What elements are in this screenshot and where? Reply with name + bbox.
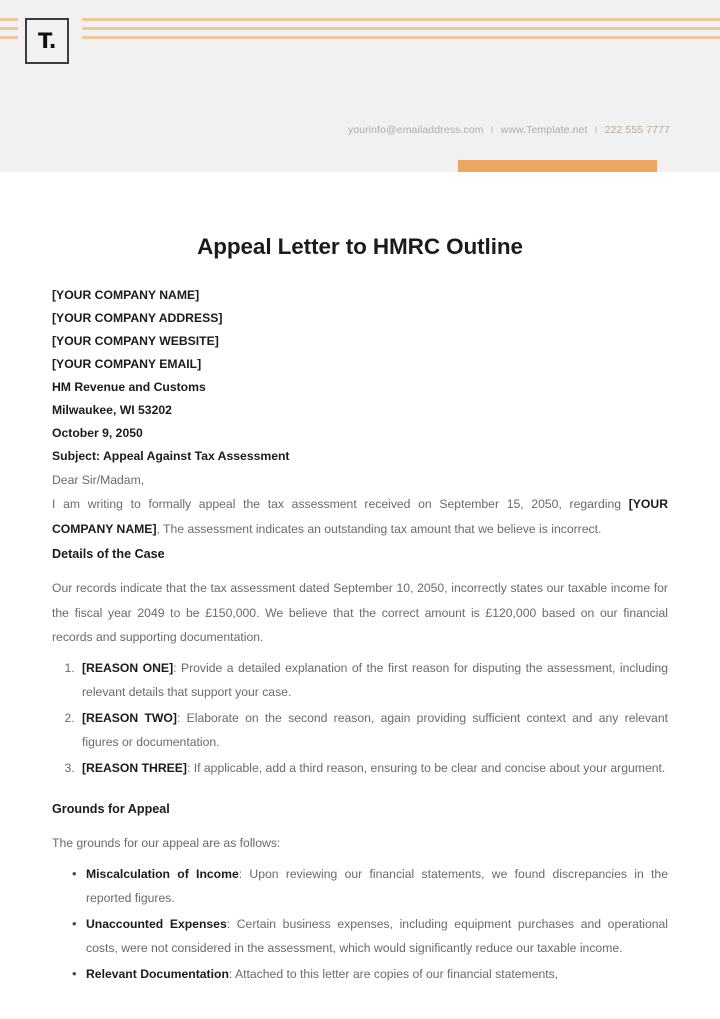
- contact-phone: 222 555 7777: [604, 124, 670, 136]
- header-line-2: [0, 27, 18, 30]
- address-line: Milwaukee, WI 53202: [52, 403, 172, 417]
- ground-text: : Upon reviewing our financial statements, we found discrepancies in the reported figures.: [86, 866, 668, 905]
- header-line-6: [82, 36, 720, 39]
- header-line-4: [82, 18, 720, 21]
- document-body: [0, 172, 720, 987]
- contact-website: www.Template.net: [500, 124, 588, 136]
- grounds-list: [52, 862, 668, 987]
- address-line: [YOUR COMPANY NAME]: [52, 288, 200, 302]
- reason-label: [REASON THREE]: [82, 760, 187, 775]
- reason-label: [REASON TWO]: [82, 710, 177, 725]
- reason-label: [REASON ONE]: [82, 660, 174, 675]
- contact-separator-1: I: [490, 124, 494, 136]
- list-item: [76, 912, 668, 961]
- page-title: Appeal Letter to HMRC Outline: [197, 234, 523, 259]
- grounds-heading: Grounds for Appeal: [52, 802, 170, 816]
- reason-text: : Elaborate on the second reason, again providing sufficient context and any relevant figures or documentation.: [82, 710, 668, 749]
- contact-separator-2: I: [594, 124, 598, 136]
- ground-text: : Certain business expenses, including equipment purchases and operational costs, were not considered in the assessment, which would significantly reduce our taxable income.: [86, 916, 668, 955]
- list-item: [76, 862, 668, 911]
- reason-text: : Provide a detailed explanation of the first reason for disputing the assessment, including relevant details that support your case.: [82, 660, 668, 699]
- address-line: [YOUR COMPANY EMAIL]: [52, 357, 202, 371]
- address-line: HM Revenue and Customs: [52, 380, 206, 394]
- ground-text: : Attached to this letter are copies of our financial statements,: [228, 966, 559, 981]
- document-header: [0, 0, 720, 172]
- address-line: [YOUR COMPANY ADDRESS]: [52, 311, 223, 325]
- address-line: [YOUR COMPANY WEBSITE]: [52, 334, 219, 348]
- address-block: [52, 284, 668, 445]
- list-item: [78, 656, 668, 705]
- list-item: [76, 962, 668, 987]
- ground-label: Relevant Documentation: [86, 966, 229, 981]
- header-decorative-lines-left: [0, 18, 18, 46]
- grounds-intro: The grounds for our appeal are as follows:: [52, 836, 281, 850]
- logo-text: T.: [37, 28, 57, 53]
- intro-company-placeholder: [YOUR COMPANY NAME]: [52, 497, 668, 536]
- intro-paragraph: [52, 492, 668, 541]
- reason-text: : If applicable, add a third reason, ensuring to be clear and concise about your argument.: [186, 760, 666, 775]
- ground-label: Unaccounted Expenses: [86, 916, 227, 931]
- intro-part-2: , The assessment indicates an outstanding tax amount that we believe is incorrect.: [156, 521, 602, 536]
- subject-line: Subject: Appeal Against Tax Assessment: [52, 449, 290, 463]
- list-item: [78, 756, 668, 781]
- header-line-1: [0, 18, 18, 21]
- header-line-5: [82, 27, 720, 30]
- details-paragraph: Our records indicate that the tax assessment dated September 10, 2050, incorrectly states our taxable income for the fiscal year 2049 to be £150,000. We believe that the correct amount is £120,000 based on our financial records and supporting documentation.: [52, 581, 668, 644]
- header-decorative-lines-right: [82, 18, 720, 46]
- logo: [25, 18, 69, 64]
- contact-email: yourinfo@emailaddress.com: [347, 124, 484, 136]
- address-line: October 9, 2050: [52, 426, 143, 440]
- salutation: Dear Sir/Madam,: [52, 473, 145, 487]
- ground-label: Miscalculation of Income: [86, 866, 239, 881]
- list-item: [78, 706, 668, 755]
- reasons-list: [52, 656, 668, 781]
- details-heading: Details of the Case: [52, 547, 165, 561]
- header-contact-info: [348, 124, 670, 136]
- intro-part-1: I am writing to formally appeal the tax assessment received on September 15, 2050, regarding: [52, 497, 629, 511]
- header-line-3: [0, 36, 18, 39]
- header-accent-bar: [458, 160, 657, 172]
